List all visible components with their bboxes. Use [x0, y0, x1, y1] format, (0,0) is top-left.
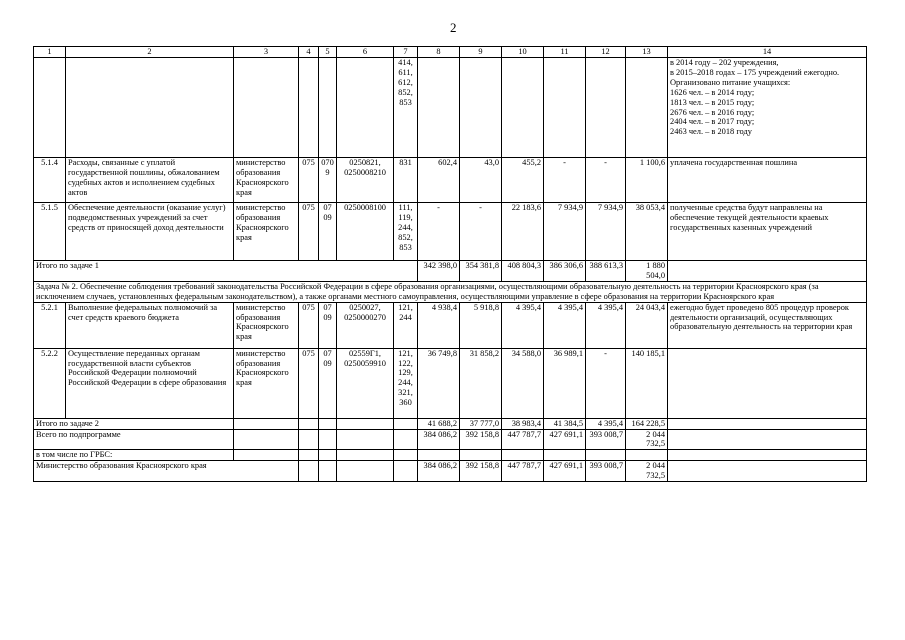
grbs-name: министерство образования Красноярского края — [234, 348, 299, 418]
amount-cell: 384 086,2 — [418, 461, 460, 482]
table-row — [34, 450, 867, 461]
amount-cell: 342 398,0 — [418, 261, 460, 282]
result-note: полученные средства будут направлены на обеспечение текущей деятельности краевых государственных казенных учреждений — [668, 203, 867, 261]
amount-cell: 41 688,2 — [418, 418, 460, 429]
amount-cell: 386 306,6 — [544, 261, 586, 282]
amount-cell: 354 381,8 — [460, 261, 502, 282]
amount-cell: 393 008,7 — [586, 429, 626, 450]
amount-cell: 4 395,4 — [586, 418, 626, 429]
amount-cell: 384 086,2 — [418, 429, 460, 450]
amount-cell: 427 691,1 — [544, 461, 586, 482]
amount-cell: 36 749,8 — [418, 348, 460, 418]
amount-cell: 43,0 — [460, 158, 502, 203]
expense-codes: 111, 119, 244, 852, 853 — [394, 203, 418, 261]
expense-codes: 831 — [394, 158, 418, 203]
ministry-label: Министерство образования Красноярского края — [34, 461, 299, 482]
amount-cell: 392 158,8 — [460, 461, 502, 482]
amount-cell: 393 008,7 — [586, 461, 626, 482]
total-cell: 2 044 732,5 — [626, 461, 668, 482]
amount-cell: 7 934,9 — [586, 203, 626, 261]
total-cell: 38 053,4 — [626, 203, 668, 261]
target-code: 0250008100 — [337, 203, 394, 261]
amount-cell: - — [544, 158, 586, 203]
subprogram-total-label: Всего по подпрограмме — [34, 429, 234, 450]
table-row — [34, 203, 867, 261]
result-note: уплачена государственная пошлина — [668, 158, 867, 203]
total-cell: 1 880 504,0 — [626, 261, 668, 282]
amount-cell: 447 787,7 — [502, 461, 544, 482]
grbs-code: 075 — [299, 348, 319, 418]
total-cell: 164 228,5 — [626, 418, 668, 429]
activity-name: Расходы, связанные с уплатой государственной пошлины, обжалованием судебных актов и исполнением судебных актов — [66, 158, 234, 203]
col-header: 14 — [668, 47, 867, 58]
activity-name: Осуществление переданных органам государственной власти субъектов Российской Федерации полномочий Российской Федерации в сфере образования — [66, 348, 234, 418]
amount-cell: 38 983,4 — [502, 418, 544, 429]
amount-cell: 34 588,0 — [502, 348, 544, 418]
expense-codes: 121, 122, 129, 244, 321, 360 — [394, 348, 418, 418]
col-header: 10 — [502, 47, 544, 58]
col-header: 3 — [234, 47, 299, 58]
result-note — [668, 348, 867, 418]
expense-codes: 121, 244 — [394, 302, 418, 348]
col-header: 1 — [34, 47, 66, 58]
amount-cell: 447 787,7 — [502, 429, 544, 450]
total-cell: 2 044 732,5 — [626, 429, 668, 450]
grbs-label: в том числе по ГРБС: — [34, 450, 234, 461]
section-code: 07 09 — [319, 302, 337, 348]
column-numbers-row — [34, 47, 867, 58]
table-row — [34, 418, 867, 429]
section-code: 07 09 — [319, 203, 337, 261]
table-row — [34, 348, 867, 418]
col-header: 11 — [544, 47, 586, 58]
amount-cell: 455,2 — [502, 158, 544, 203]
col-header: 13 — [626, 47, 668, 58]
grbs-code: 075 — [299, 302, 319, 348]
table-row — [34, 261, 867, 282]
amount-cell: 4 395,4 — [502, 302, 544, 348]
grbs-name: министерство образования Красноярского края — [234, 302, 299, 348]
col-header: 7 — [394, 47, 418, 58]
result-note: ежегодно будет проведено 805 процедур проверок деятельности организаций, осуществляющих образовательную деятельность на территории края — [668, 302, 867, 348]
total-cell: 1 100,6 — [626, 158, 668, 203]
subtotal-label: Итого по задаче 2 — [34, 418, 234, 429]
target-code: 0250027, 0250000270 — [337, 302, 394, 348]
col-header: 4 — [299, 47, 319, 58]
amount-cell: 41 384,5 — [544, 418, 586, 429]
table-row — [34, 158, 867, 203]
grbs-code: 075 — [299, 158, 319, 203]
amount-cell: 5 918,8 — [460, 302, 502, 348]
amount-cell: - — [586, 158, 626, 203]
amount-cell: 37 777,0 — [460, 418, 502, 429]
grbs-code: 075 — [299, 203, 319, 261]
row-number: 5.2.1 — [34, 302, 66, 348]
amount-cell: 31 858,2 — [460, 348, 502, 418]
amount-cell: 36 989,1 — [544, 348, 586, 418]
expense-codes: 414, 611, 612, 852, 853 — [394, 58, 418, 158]
subtotal-label: Итого по задаче 1 — [34, 261, 418, 282]
amount-cell: 4 395,4 — [544, 302, 586, 348]
col-header: 5 — [319, 47, 337, 58]
amount-cell: - — [460, 203, 502, 261]
col-header: 2 — [66, 47, 234, 58]
row-number: 5.2.2 — [34, 348, 66, 418]
amount-cell: - — [418, 203, 460, 261]
amount-cell: 22 183,6 — [502, 203, 544, 261]
section-code: 0709 — [319, 158, 337, 203]
section-code: 07 09 — [319, 348, 337, 418]
result-note: в 2014 году – 202 учреждения, в 2015–2018 годах – 175 учреждений ежегодно. Организовано питание учащихся: 1626 чел. – в 2014 году; 1813 чел. – в 2015 году; 2676 чел. – в 2016 году; 2404 чел. – в 2017 году; 2463 чел. – в 2018 году — [668, 58, 867, 158]
amount-cell: 602,4 — [418, 158, 460, 203]
target-code: 02559Г1, 0250059910 — [337, 348, 394, 418]
grbs-name: министерство образования Красноярского края — [234, 203, 299, 261]
row-number: 5.1.5 — [34, 203, 66, 261]
amount-cell: 392 158,8 — [460, 429, 502, 450]
amount-cell: 4 938,4 — [418, 302, 460, 348]
amount-cell: 388 613,3 — [586, 261, 626, 282]
col-header: 9 — [460, 47, 502, 58]
budget-table — [33, 46, 867, 482]
amount-cell: 7 934,9 — [544, 203, 586, 261]
task-heading: Задача № 2. Обеспечение соблюдения требований законодательства Российской Федерации в сфере образования организациями, осуществляющими образовательную деятельность на территории Красноярского края (за исключением случаев, установленных федеральным законодательством), а также органами местного самоуправления, осуществляющими управление в сфере образования на территории Красноярского края — [34, 281, 867, 302]
amount-cell: 408 804,3 — [502, 261, 544, 282]
table-row — [34, 461, 867, 482]
page-number: 2 — [450, 20, 457, 35]
col-header: 6 — [337, 47, 394, 58]
amount-cell: 4 395,4 — [586, 302, 626, 348]
total-cell: 24 043,4 — [626, 302, 668, 348]
table-row — [34, 281, 867, 302]
total-cell: 140 185,1 — [626, 348, 668, 418]
amount-cell: - — [586, 348, 626, 418]
activity-name: Обеспечение деятельности (оказание услуг) подведомственных учреждений за счет средств от приносящей доход деятельности — [66, 203, 234, 261]
grbs-name: министерство образования Красноярского края — [234, 158, 299, 203]
table-row — [34, 58, 867, 158]
activity-name: Выполнение федеральных полномочий за счет средств краевого бюджета — [66, 302, 234, 348]
table-row — [34, 302, 867, 348]
table-row — [34, 429, 867, 450]
col-header: 12 — [586, 47, 626, 58]
row-number: 5.1.4 — [34, 158, 66, 203]
amount-cell: 427 691,1 — [544, 429, 586, 450]
col-header: 8 — [418, 47, 460, 58]
target-code: 0250821, 0250008210 — [337, 158, 394, 203]
